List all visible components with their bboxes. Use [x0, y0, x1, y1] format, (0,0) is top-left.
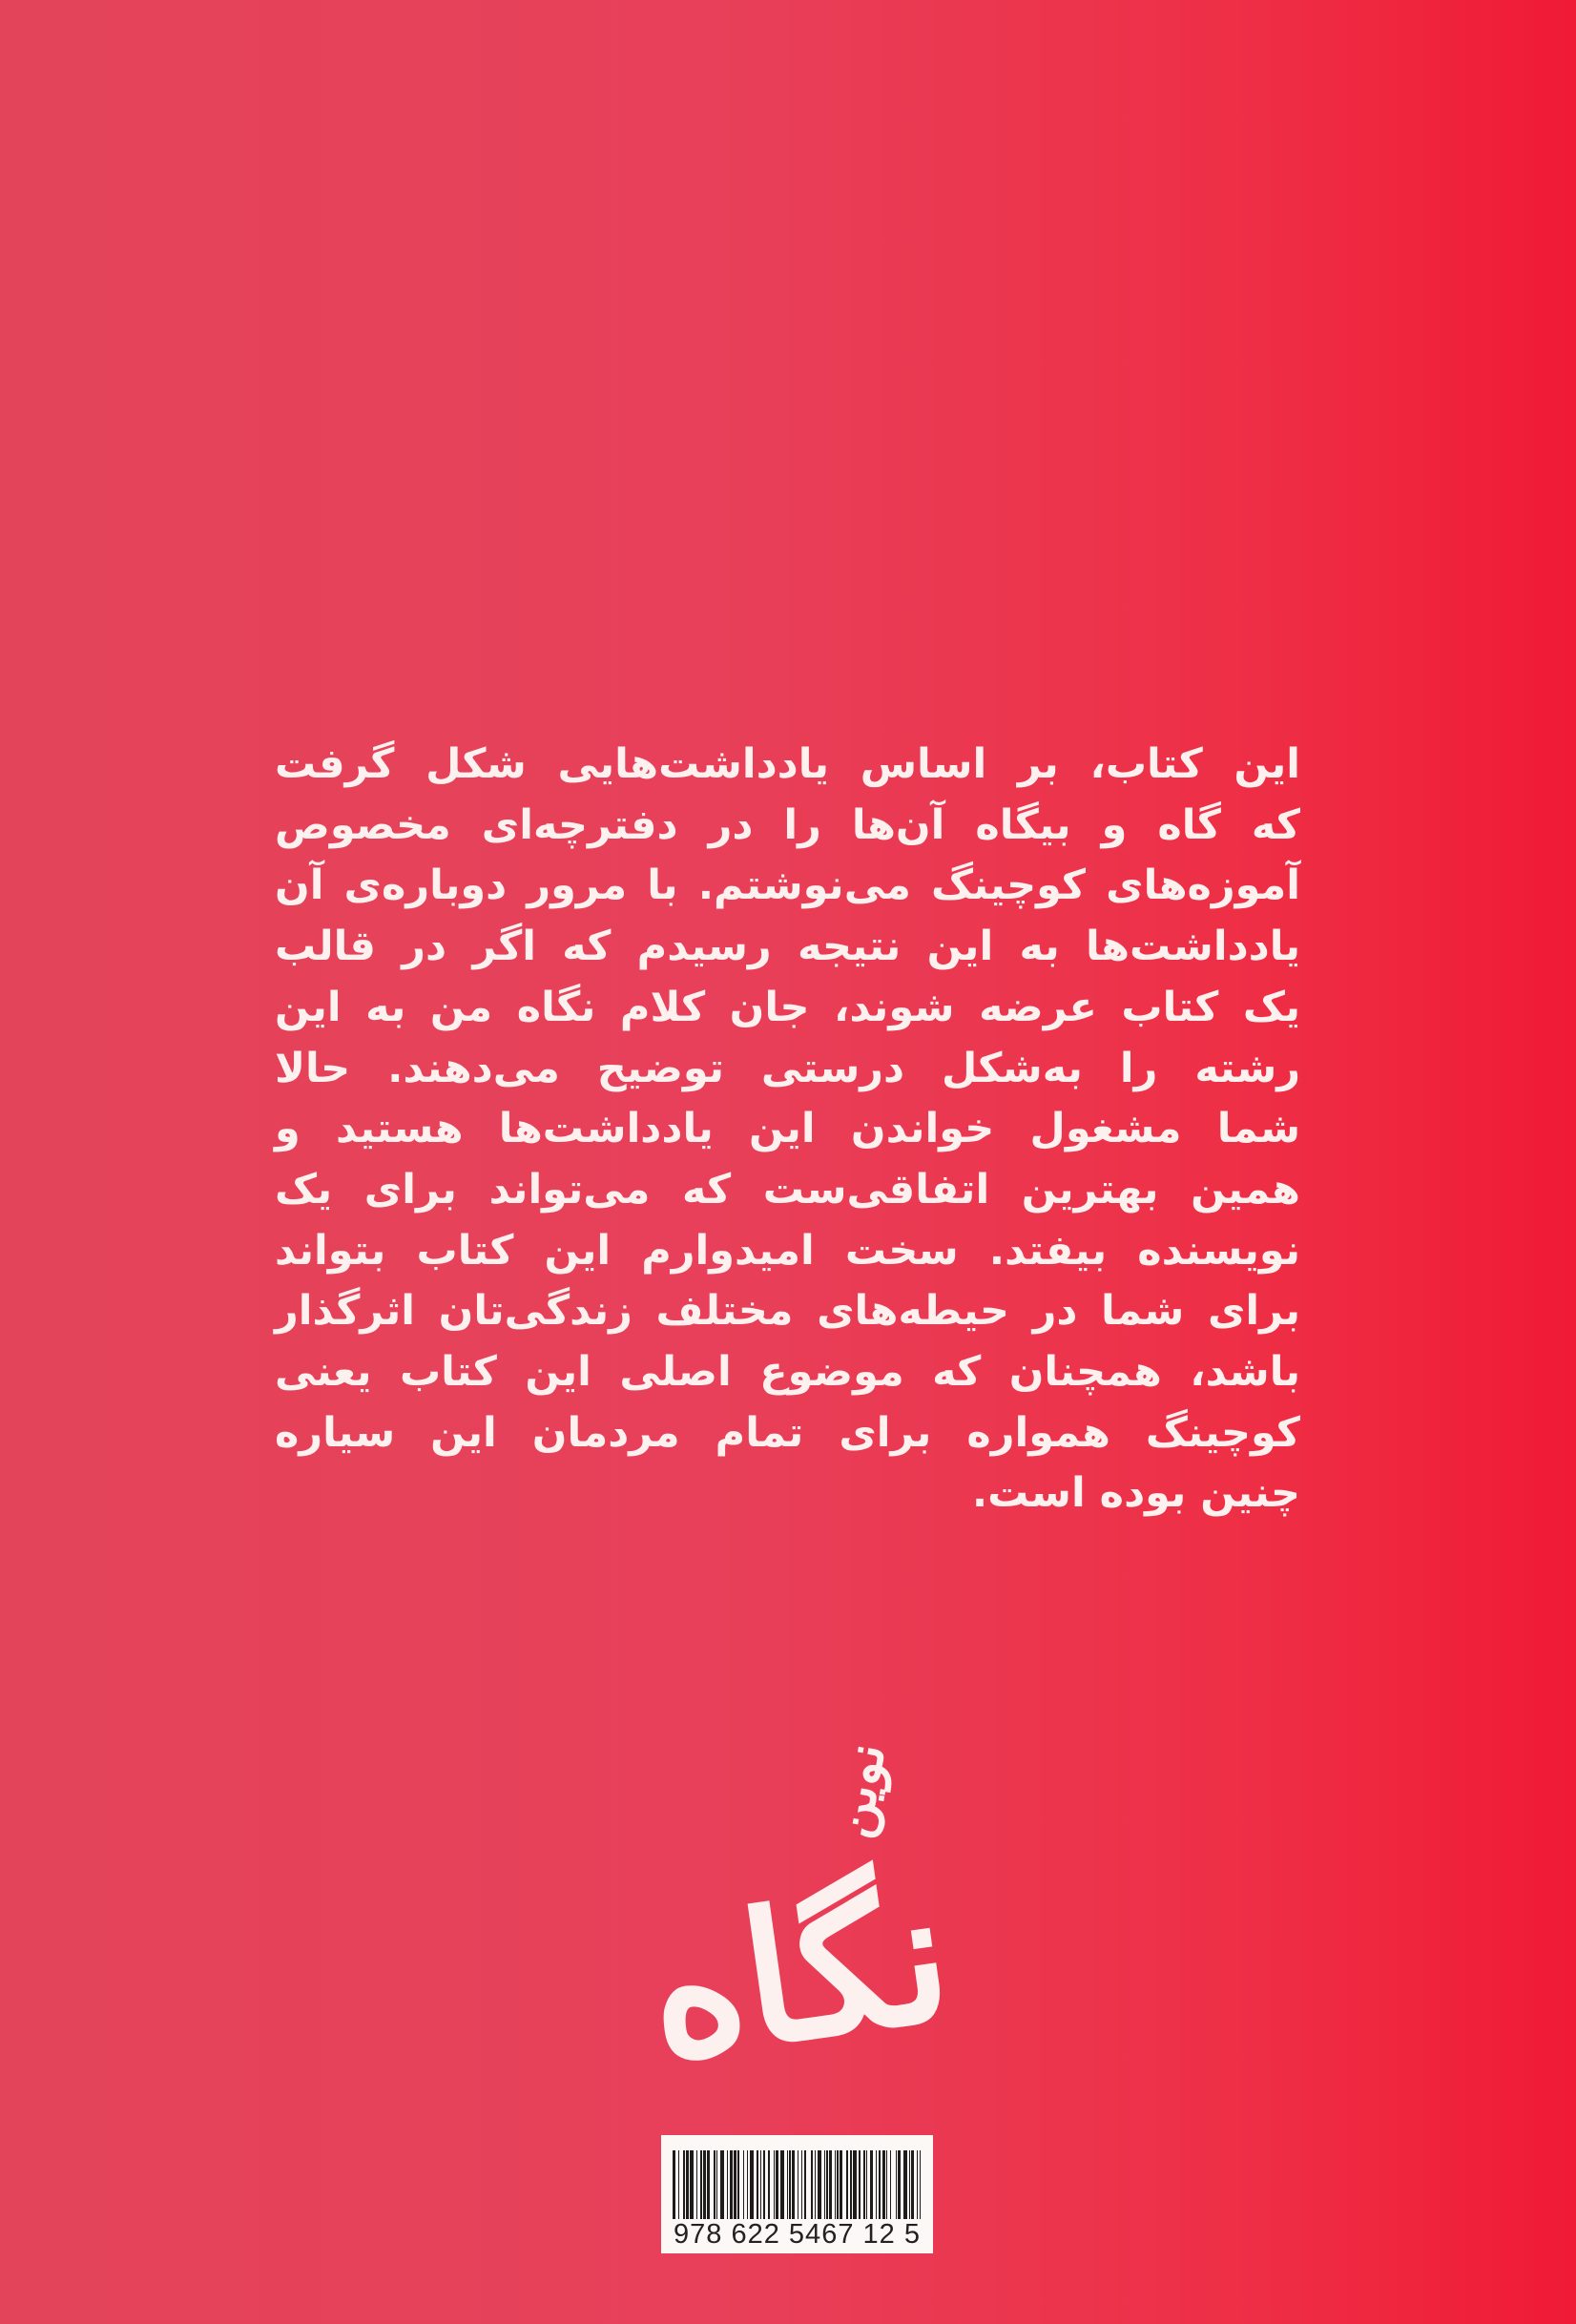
- blurb-line: کوچینگ همواره برای تمام مردمان این سیاره: [275, 1408, 1300, 1457]
- barcode-bar: [898, 2150, 901, 2219]
- barcode-bar: [763, 2150, 766, 2219]
- barcode-bar: [734, 2150, 736, 2219]
- isbn-number: 978 622 5467 12 5: [674, 2219, 921, 2250]
- barcode-bar: [716, 2150, 717, 2219]
- back-cover-blurb: [275, 735, 1300, 1525]
- barcode-bar: [678, 2150, 679, 2219]
- barcode-bar: [780, 2150, 784, 2219]
- barcode-bar: [829, 2150, 832, 2219]
- barcode-bar: [840, 2150, 842, 2219]
- barcode-bar: [750, 2150, 754, 2219]
- barcode-bar: [714, 2150, 715, 2219]
- barcode-bar: [896, 2150, 897, 2219]
- barcode-bar: [686, 2150, 689, 2219]
- barcode-bar: [700, 2150, 701, 2219]
- blurb-line: نویسنده بیفتد. سخت امیدوارم این کتاب بتواند: [275, 1226, 1300, 1275]
- barcode-bar: [789, 2150, 790, 2219]
- barcode-bar: [859, 2150, 861, 2219]
- barcode-bar: [727, 2150, 728, 2219]
- publisher-logo-main: نگاه: [634, 1848, 964, 2101]
- barcode-bar: [870, 2150, 873, 2219]
- barcode-bars: [673, 2150, 923, 2219]
- barcode-bar: [683, 2150, 684, 2219]
- blurb-line: یک کتاب عرضه شوند، جان کلام نگاه من به این: [275, 983, 1300, 1031]
- barcode-bar: [673, 2150, 675, 2219]
- barcode-bar: [824, 2150, 825, 2219]
- barcode-bar: [774, 2150, 775, 2219]
- blurb-line-last: چنین بوده است.: [971, 1469, 1300, 1518]
- blurb-line: شما مشغول خواندن این یادداشت‌ها هستید و: [275, 1105, 1300, 1153]
- blurb-line: یادداشت‌ها به این نتیجه رسیدم که اگر در قالب: [275, 923, 1300, 971]
- barcode-bar: [776, 2150, 778, 2219]
- barcode-bar: [760, 2150, 761, 2219]
- barcode-bar: [837, 2150, 838, 2219]
- barcode-bar: [801, 2150, 802, 2219]
- barcode-bar: [703, 2150, 706, 2219]
- barcode-bar: [815, 2150, 816, 2219]
- barcode-bar: [811, 2150, 814, 2219]
- barcode-bar: [743, 2150, 744, 2219]
- isbn-barcode: [661, 2135, 933, 2253]
- barcode-bar: [853, 2150, 857, 2219]
- barcode-bar: [757, 2150, 759, 2219]
- barcode-bar: [737, 2150, 738, 2219]
- barcode-bar: [863, 2150, 864, 2219]
- barcode-bar: [911, 2150, 914, 2219]
- blurb-line: رشته را به‌شکل درستی توضیح می‌دهند. حالا: [275, 1044, 1300, 1092]
- barcode-bar: [866, 2150, 867, 2219]
- barcode-bar: [696, 2150, 697, 2219]
- barcode-bar: [882, 2150, 885, 2219]
- barcode-bar: [909, 2150, 910, 2219]
- blurb-line: همین بهترین اتفاقی‌ست که می‌تواند برای یک: [275, 1165, 1300, 1214]
- barcode-bar: [787, 2150, 788, 2219]
- barcode-bar: [846, 2150, 847, 2219]
- barcode-bar: [818, 2150, 821, 2219]
- blurb-line: که گاه و بیگاه آن‌ها را در دفترچه‌ای مخصوص: [275, 800, 1300, 849]
- barcode-bar: [792, 2150, 795, 2219]
- barcode-bar: [903, 2150, 907, 2219]
- blurb-line: برای شما در حیطه‌های مختلف زندگی‌تان اثرگذار: [275, 1287, 1300, 1336]
- barcode-bar: [730, 2150, 733, 2219]
- publisher-logo: [634, 1738, 964, 2118]
- barcode-bar: [720, 2150, 724, 2219]
- blurb-line: باشد، همچنان که موضوع اصلی این کتاب یعنی: [275, 1348, 1300, 1397]
- barcode-bar: [835, 2150, 836, 2219]
- barcode-bar: [804, 2150, 807, 2219]
- barcode-bar: [917, 2150, 918, 2219]
- barcode-bar: [876, 2150, 877, 2219]
- barcode-bar: [890, 2150, 891, 2219]
- blurb-line: این کتاب، بر اساس یادداشت‌هایی شکل گرفت: [275, 740, 1300, 788]
- barcode-bar: [768, 2150, 769, 2219]
- barcode-bar: [747, 2150, 748, 2219]
- barcode-bar: [826, 2150, 827, 2219]
- barcode-bar: [886, 2150, 887, 2219]
- publisher-logo-sub: نوین: [820, 1738, 898, 1843]
- blurb-line: آموزه‌های کوچینگ می‌نوشتم. با مرور دوباره‌ی آن: [275, 861, 1300, 910]
- barcode-bar: [920, 2150, 921, 2219]
- barcode-bar: [850, 2150, 851, 2219]
- barcode-bar: [879, 2150, 881, 2219]
- barcode-bar: [690, 2150, 694, 2219]
- barcode-bar: [707, 2150, 710, 2219]
